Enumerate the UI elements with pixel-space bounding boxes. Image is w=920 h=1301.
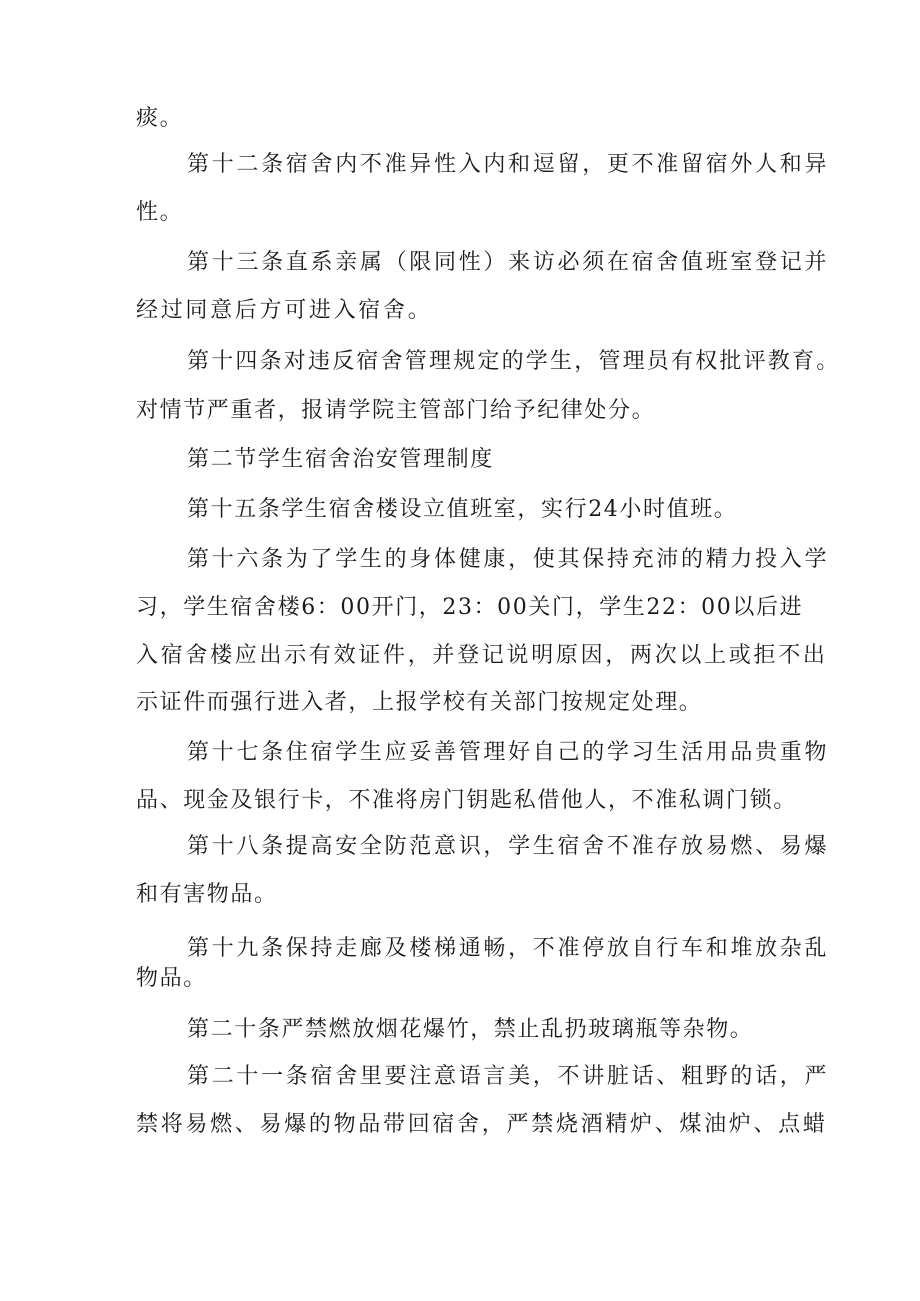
- text-line: 第十七条住宿学生应妥善管理好自己的学习生活用品贵重物: [187, 740, 830, 765]
- text-line: 对情节严重者，报请学院主管部门给予纪律处分。: [136, 398, 656, 423]
- text-line: 第二十一条宿舍里要注意语言美，不讲脏话、粗野的话，严: [187, 1064, 830, 1089]
- text-line: 第十二条宿舍内不准异性入内和逗留，更不准留宿外人和异: [187, 152, 830, 177]
- text-line: 第十五条学生宿舍楼设立值班室，实行24小时值班。: [187, 497, 738, 522]
- text-line: 痰。: [136, 106, 184, 131]
- text-line: 第十六条为了学生的身体健康，使其保持充沛的精力投入学: [187, 547, 830, 572]
- text-line: 第二十条严禁燃放烟花爆竹，禁止乱扔玻璃瓶等杂物。: [187, 1017, 754, 1042]
- text-line: 经过同意后方可进入宿舍。: [136, 298, 433, 323]
- text-line: 示证件而强行进入者，上报学校有关部门按规定处理。: [136, 690, 703, 715]
- text-line: 和有害物品。: [136, 882, 278, 907]
- text-line: 性。: [136, 200, 184, 225]
- text-line: 入宿舍楼应出示有效证件，并登记说明原因，两次以上或拒不出: [136, 643, 828, 668]
- text-line: 第十八条提高安全防范意识，学生宿舍不准存放易燃、易爆: [187, 834, 830, 859]
- text-line: 第十三条直系亲属（限同性）来访必须在宿舍值班室登记并: [187, 250, 830, 275]
- text-line: 品、现金及银行卡，不准将房门钥匙私借他人，不准私调门锁。: [136, 788, 797, 813]
- text-line: 习，学生宿舍楼6：00开门，23：00关门，学生22：00以后进: [136, 595, 804, 620]
- text-line: 物品。: [136, 966, 207, 991]
- text-line: 第十四条对违反宿舍管理规定的学生，管理员有权批评教育。: [187, 349, 841, 374]
- text-line: 禁将易燃、易爆的物品带回宿舍，严禁烧酒精炉、煤油炉、点蜡: [136, 1112, 828, 1137]
- section-heading: 第二节学生宿舍治安管理制度: [187, 447, 494, 472]
- text-line: 第十九条保持走廊及楼梯通畅，不准停放自行车和堆放杂乱: [187, 936, 830, 961]
